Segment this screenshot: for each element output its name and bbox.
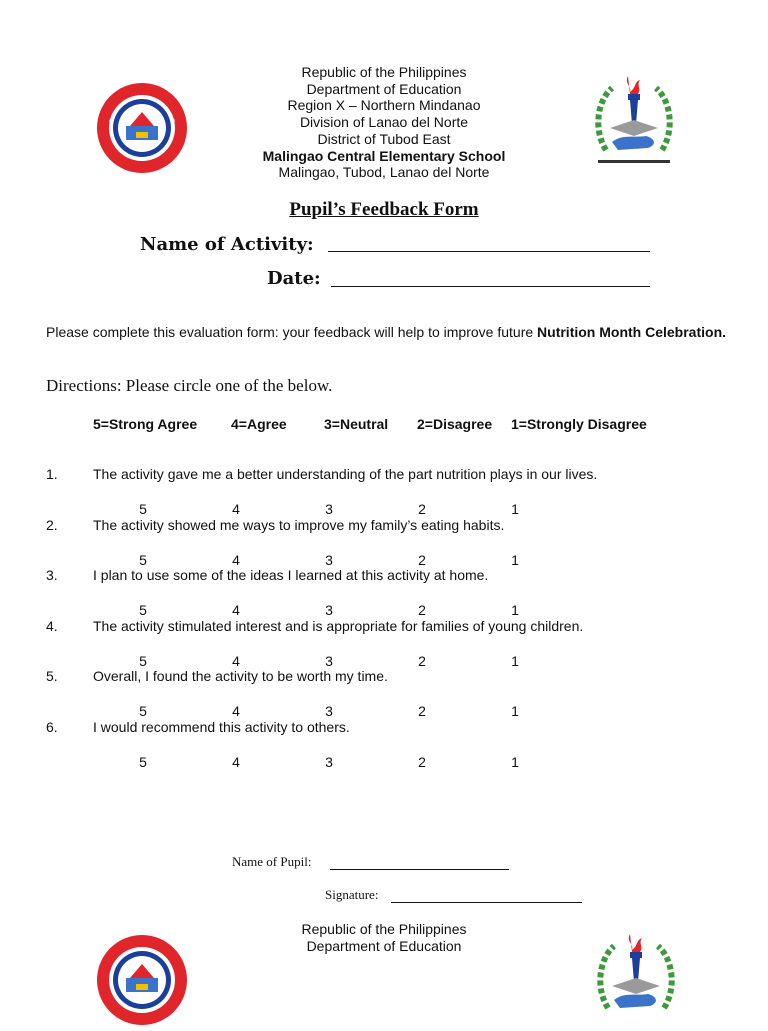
letterhead [234,64,534,181]
scale-label-4: 4=Agree [231,416,287,432]
rating-option-2[interactable]: 2 [418,652,426,669]
rating-option-5[interactable]: 5 [139,602,147,618]
division-logo [588,72,680,164]
rating-option-1[interactable]: 1 [511,551,519,568]
intro-text: Please complete this evaluation form: your feedback will help to improve future [46,324,538,340]
letterhead-line: Republic of the Philippines [301,64,467,80]
rating-option-2[interactable]: 2 [418,753,426,770]
rating-option-2[interactable]: 2 [418,501,426,517]
rating-option-2[interactable]: 2 [418,551,426,568]
rating-option-4[interactable]: 4 [232,753,240,770]
rating-option-3[interactable]: 3 [325,602,333,618]
question-number: 5. [46,668,58,684]
rating-option-3[interactable]: 3 [325,753,333,770]
activity-label: Name of Activity: [140,234,314,255]
rating-option-1[interactable]: 1 [511,652,519,669]
signature-input-line[interactable] [391,902,582,903]
intro-bold-text: Nutrition Month Celebration. [537,324,727,340]
rating-option-1[interactable]: 1 [511,753,519,770]
scale-label-5: 5=Strong Agree [93,416,198,432]
division-logo-footer [590,930,682,1022]
form-title: Pupil’s Feedback Form [289,199,479,220]
pupil-name-input-line[interactable] [330,869,509,870]
rating-option-1[interactable]: 1 [511,602,519,618]
rating-option-5[interactable]: 5 [139,501,147,517]
rating-option-4[interactable]: 4 [232,551,240,568]
scale-label-1: 1=Strongly Disagree [511,416,647,432]
letterhead-line: Region X – Northern Mindanao [287,97,481,114]
rating-option-4[interactable]: 4 [232,602,240,618]
question-number: 6. [46,718,58,735]
rating-option-2[interactable]: 2 [418,602,426,618]
letterhead-line: Republic of the Philippines [301,921,467,937]
school-seal-logo [96,82,188,174]
school-name: Malingao Central Elementary School [262,147,506,164]
rating-option-3[interactable]: 3 [325,652,333,669]
pupil-name-label: Name of Pupil: [232,854,312,869]
rating-option-2[interactable]: 2 [418,703,426,719]
question-text: The activity showed me ways to improve my family’s eating habits. [93,516,505,533]
footer-letterhead [234,921,534,954]
date-input-line[interactable] [331,286,650,287]
rating-option-5[interactable]: 5 [139,551,147,568]
date-label: Date: [267,268,321,289]
signature-label: Signature: [325,887,379,902]
letterhead-line: Division of Lanao del Norte [299,114,469,131]
question-number: 3. [46,567,58,583]
rating-option-5[interactable]: 5 [139,753,147,770]
rating-option-4[interactable]: 4 [232,703,240,719]
rating-option-5[interactable]: 5 [139,652,147,669]
rating-option-3[interactable]: 3 [325,551,333,568]
question-number: 1. [46,466,58,482]
rating-option-1[interactable]: 1 [511,501,519,517]
scale-label-3: 3=Neutral [324,416,389,432]
activity-input-line[interactable] [328,251,650,252]
question-text: Overall, I found the activity to be worth my time. [93,668,388,684]
rating-option-4[interactable]: 4 [232,501,240,517]
question-text: The activity gave me a better understanding of the part nutrition plays in our lives. [93,466,598,482]
letterhead-line: District of Tubod East [317,130,451,147]
question-text: I would recommend this activity to others. [93,718,350,735]
rating-option-4[interactable]: 4 [232,652,240,669]
rating-option-1[interactable]: 1 [511,703,519,719]
letterhead-line: Department of Education [306,80,462,97]
question-number: 4. [46,617,58,634]
question-text: The activity stimulated interest and is appropriate for families of young children. [93,617,584,634]
scale-label-2: 2=Disagree [417,416,493,432]
rating-option-3[interactable]: 3 [325,501,333,517]
rating-option-5[interactable]: 5 [139,703,147,719]
question-text: I plan to use some of the ideas I learned at this activity at home. [93,567,489,583]
rating-option-3[interactable]: 3 [325,703,333,719]
directions: Directions: Please circle one of the below. [46,376,333,395]
question-number: 2. [46,516,58,533]
school-address: Malingao, Tubod, Lanao del Norte [278,164,490,181]
school-seal-logo-footer [96,934,188,1026]
intro-paragraph [46,323,726,341]
letterhead-line: Department of Education [306,937,462,954]
